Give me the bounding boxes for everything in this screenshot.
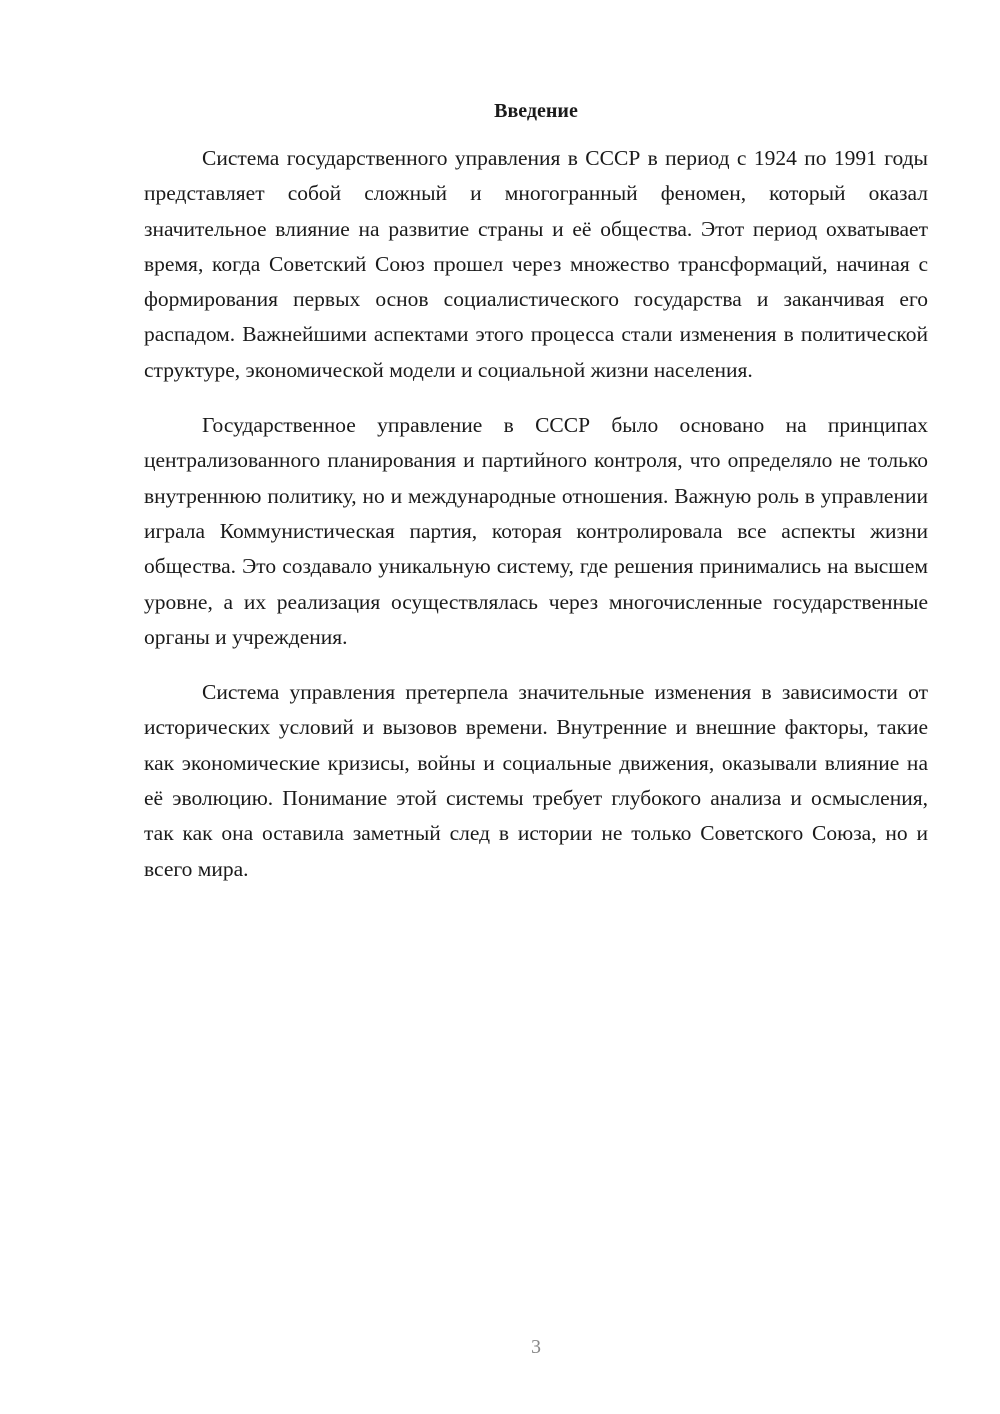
body-text: [144, 141, 928, 887]
paragraph-2: Государственное управление в СССР было основано на принципах централизованного планирования и партийного контроля, что определяло не только внутреннюю политику, но и международные отношения. Важную роль в управлении играла Коммунистическая партия, которая контролировала все аспекты жизни общества. Это создавало уникальную систему, где решения принимались на высшем уровне, а их реализация осуществлялась через многочисленные государственные органы и учреждения.: [144, 413, 928, 649]
paragraph-1: Система государственного управления в СССР в период с 1924 по 1991 годы представляет собой сложный и многогранный феномен, который оказал значительное влияние на развитие страны и её общества. Этот период охватывает время, когда Советский Союз прошел через множество трансформаций, начиная с формирования первых основ социалистического государства и заканчивая его распадом. Важнейшими аспектами этого процесса стали изменения в политической структуре, экономической модели и социальной жизни населения.: [144, 146, 928, 382]
paragraph-3: Система управления претерпела значительные изменения в зависимости от исторических условий и вызовов времени. Внутренние и внешние факторы, такие как экономические кризисы, войны и социальные движения, оказывали влияние на её эволюцию. Понимание этой системы требует глубокого анализа и осмысления, так как она оставила заметный след в истории не только Советского Союза, но и всего мира.: [144, 680, 928, 881]
section-heading: Введение: [494, 100, 578, 122]
page-number: 3: [531, 1336, 541, 1358]
